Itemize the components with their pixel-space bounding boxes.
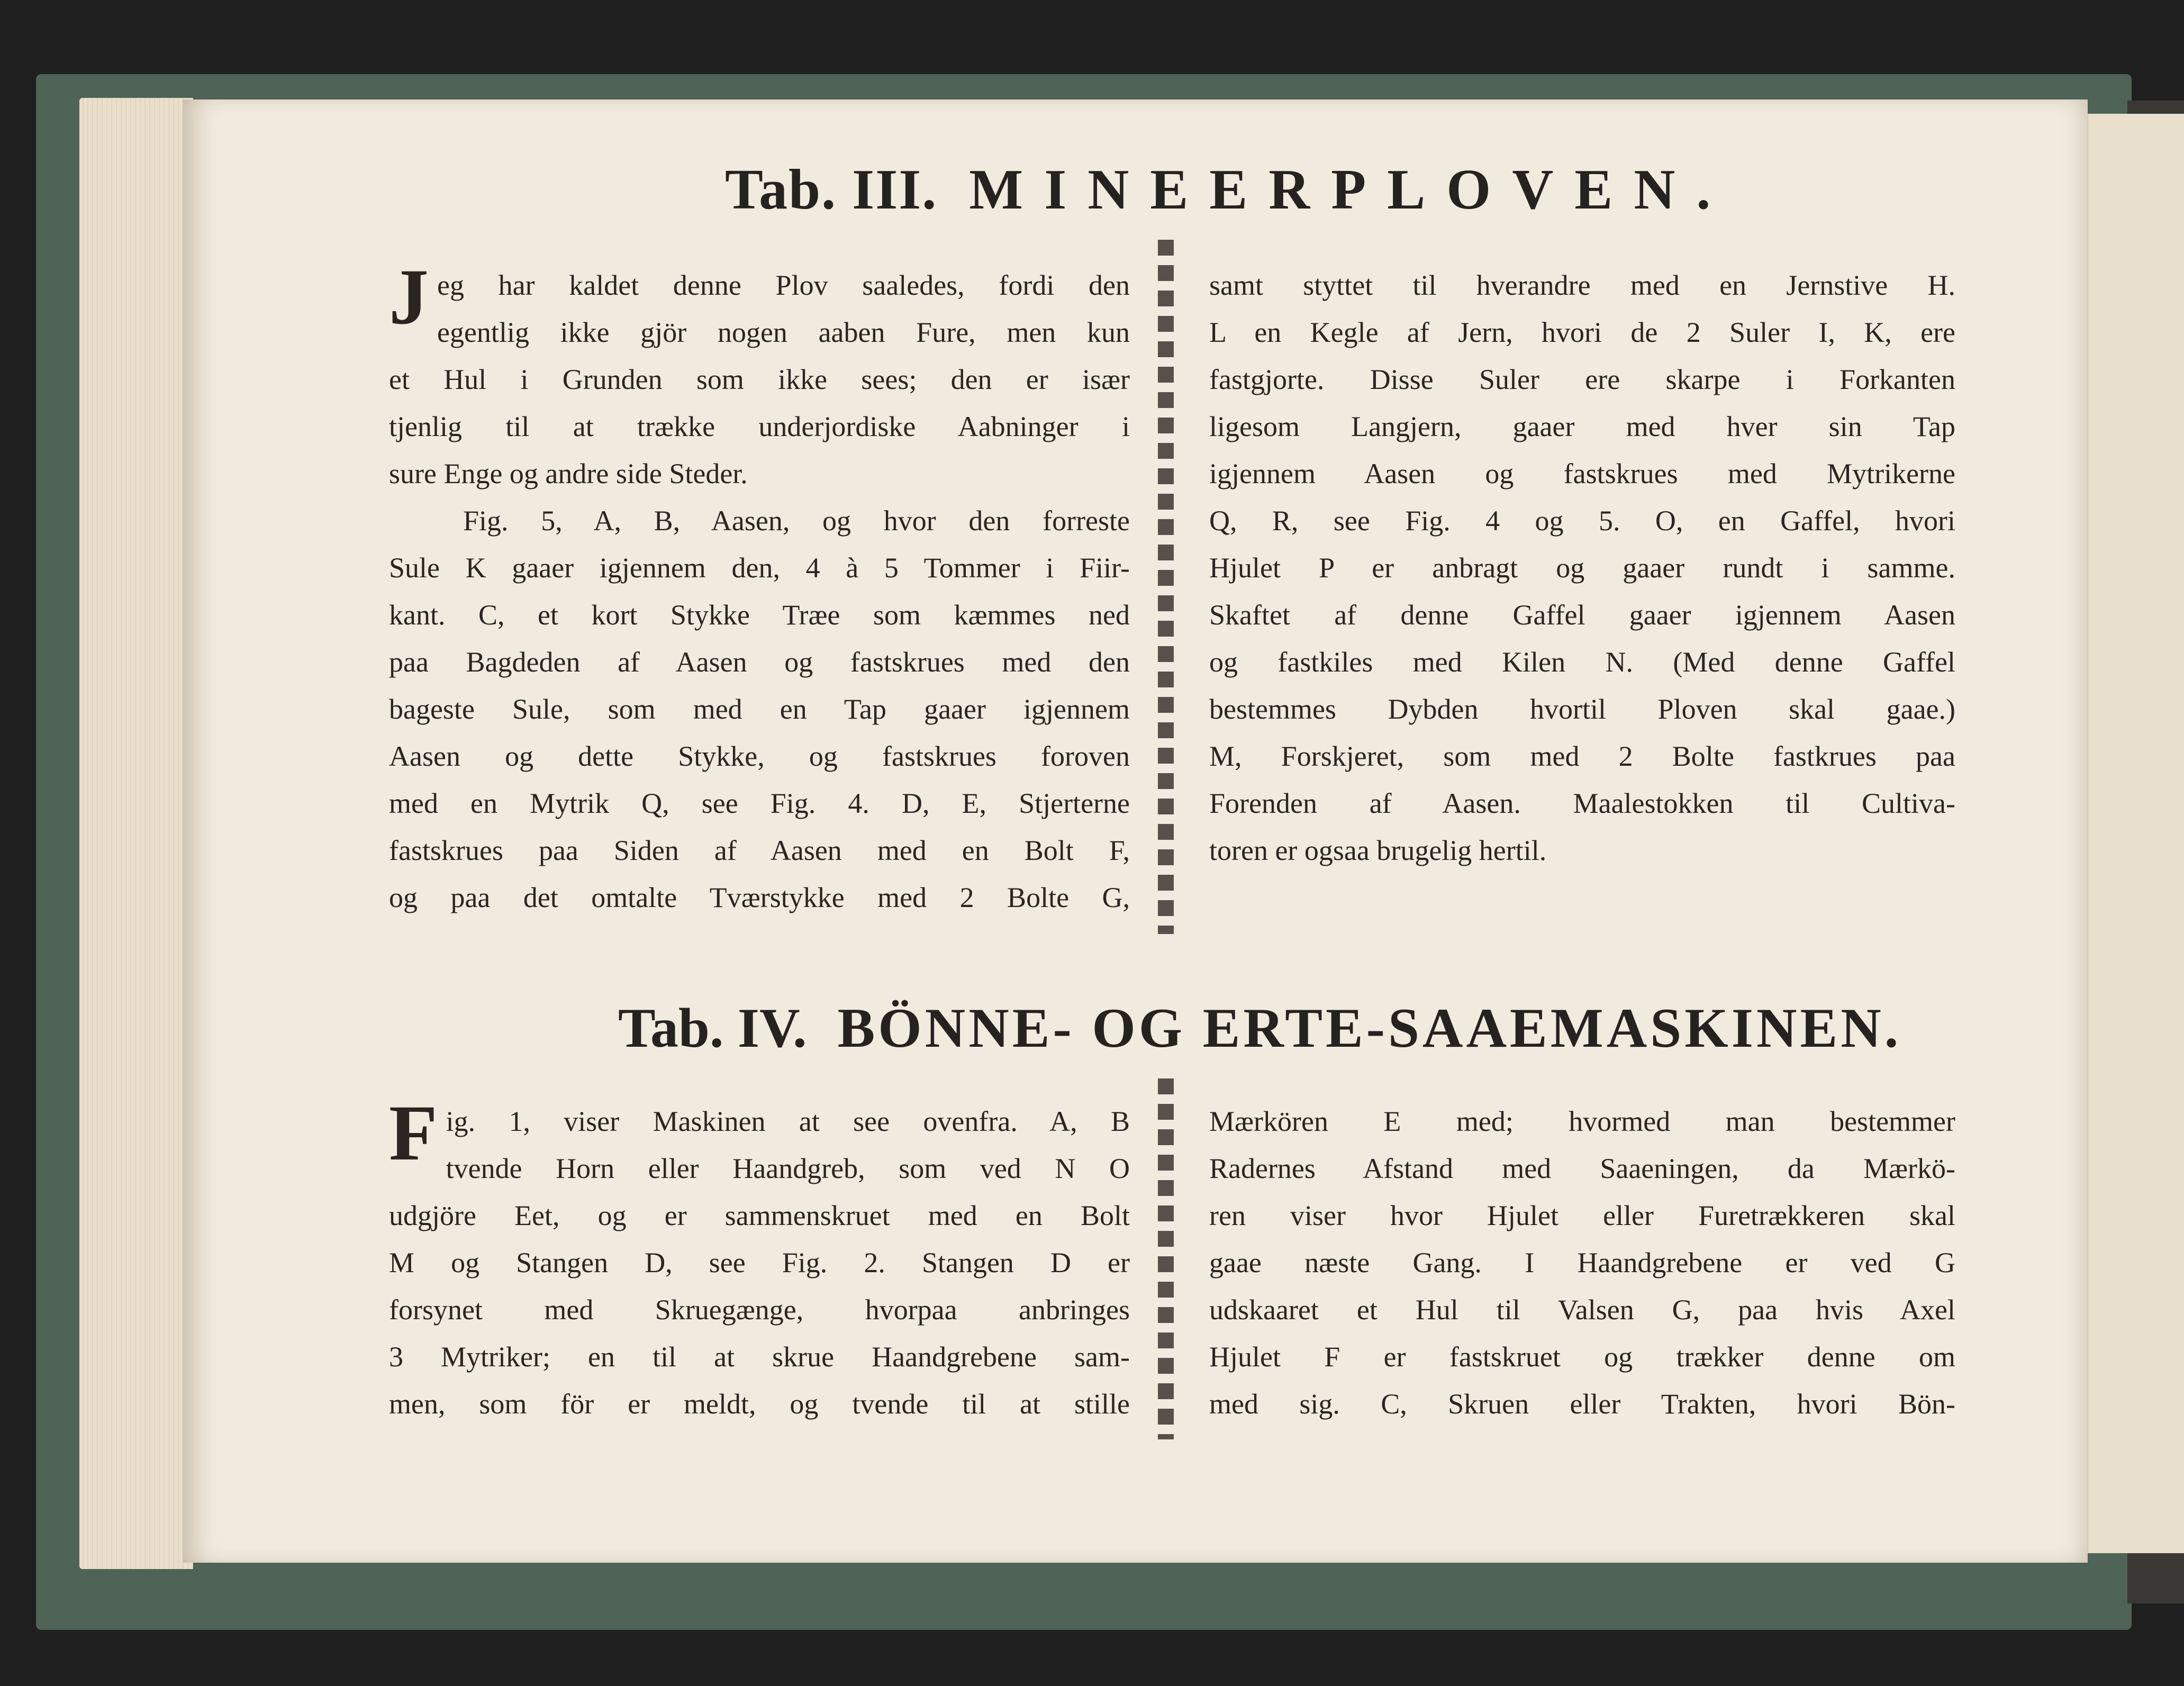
tab4-left-column bbox=[389, 1089, 1130, 1428]
text-line: forsynet med Skruegænge, hvorpaa anbringes bbox=[389, 1294, 1130, 1326]
text-line: med sig. C, Skruen eller Trakten, hvori Bön- bbox=[1209, 1388, 1955, 1420]
tab3-heading bbox=[725, 158, 1732, 221]
text-line: egentlig ikke gjör nogen aaben Fure, men kun bbox=[437, 316, 1130, 348]
text-line: Hjulet F er fastskruet og trækker denne om bbox=[1209, 1341, 1955, 1373]
text-line: Jeg har kaldet denne Plov saaledes, fordi den bbox=[389, 253, 1130, 341]
text-line: og paa det omtalte Tværstykke med 2 Bolte G, bbox=[389, 882, 1130, 913]
text-line: udskaaret et Hul til Valsen G, paa hvis Axel bbox=[1209, 1294, 1955, 1326]
text-line: ren viser hvor Hjulet eller Furetrækkeren skal bbox=[1209, 1200, 1955, 1231]
text-line: sure Enge og andre side Steder. bbox=[389, 458, 748, 490]
text-line: M, Forskjeret, som med 2 Bolte fastkrues paa bbox=[1209, 740, 1955, 772]
text-line: tjenlig til at trække underjordiske Aabninger i bbox=[389, 411, 1130, 442]
text-line: med en Mytrik Q, see Fig. 4. D, E, Stjerterne bbox=[389, 787, 1130, 819]
tab4-right-column bbox=[1209, 1098, 1955, 1428]
column-divider-tab3 bbox=[1158, 235, 1174, 934]
text-line: Fig. 1, viser Maskinen at see ovenfra. A, B bbox=[389, 1089, 1130, 1177]
tab3-label: Tab. III. bbox=[725, 158, 938, 221]
text-line: Q, R, see Fig. 4 og 5. O, en Gaffel, hvori bbox=[1209, 505, 1955, 537]
tab4-label: Tab. IV. bbox=[618, 997, 807, 1059]
text-line: Hjulet P er anbragt og gaaer rundt i samme. bbox=[1209, 552, 1955, 584]
text-line: fastgjorte. Disse Suler ere skarpe i Forkanten bbox=[1209, 364, 1955, 395]
drop-cap: J bbox=[389, 253, 429, 341]
text-line: 3 Mytriker; en til at skrue Haandgrebene sam- bbox=[389, 1341, 1130, 1373]
text-line: Sule K gaaer igjennem den, 4 à 5 Tommer i Fiir- bbox=[389, 552, 1130, 584]
tab4-heading bbox=[618, 997, 1902, 1059]
text-line: fastskrues paa Siden af Aasen med en Bolt F, bbox=[389, 835, 1130, 866]
text-line: igjennem Aasen og fastskrues med Mytrikerne bbox=[1209, 458, 1955, 490]
text-line: tvende Horn eller Haandgreb, som ved N O bbox=[446, 1153, 1130, 1184]
text-line: paa Bagdeden af Aasen og fastskrues med den bbox=[389, 646, 1130, 678]
page-edges bbox=[79, 98, 193, 1569]
text-line: gaae næste Gang. I Haandgrebene er ved G bbox=[1209, 1247, 1955, 1279]
text-line: udgjöre Eet, og er sammenskruet med en Bolt bbox=[389, 1200, 1130, 1231]
tab3-title: MINEERPLOVEN. bbox=[969, 158, 1732, 221]
text-line: bestemmes Dybden hvortil Ploven skal gaae.) bbox=[1209, 693, 1955, 725]
tab4-title: BÖNNE- OG ERTE-SAAEMASKINEN. bbox=[837, 997, 1902, 1059]
tab3-right-column bbox=[1209, 262, 1955, 874]
text-line: Radernes Afstand med Saaeningen, da Mærkö- bbox=[1209, 1153, 1955, 1184]
text-line: toren er ogsaa brugelig hertil. bbox=[1209, 835, 1547, 866]
tab3-left-column bbox=[389, 253, 1130, 921]
text-line: ligesom Langjern, gaaer med hver sin Tap bbox=[1209, 411, 1955, 442]
text-line: bageste Sule, som med en Tap gaaer igjennem bbox=[389, 693, 1130, 725]
facing-page-edge bbox=[2085, 114, 2184, 1553]
text-line: Mærkören E med; hvormed man bestemmer bbox=[1209, 1105, 1955, 1137]
text-line: Skaftet af denne Gaffel gaaer igjennem Aasen bbox=[1209, 599, 1955, 631]
drop-cap: F bbox=[389, 1089, 438, 1177]
text-line: samt styttet til hverandre med en Jernstive H. bbox=[1209, 269, 1955, 301]
column-divider-tab4 bbox=[1158, 1074, 1174, 1439]
text-line: og fastkiles med Kilen N. (Med denne Gaffel bbox=[1209, 646, 1955, 678]
text-line: Fig. 5, A, B, Aasen, og hvor den forreste bbox=[463, 505, 1130, 537]
text-line: L en Kegle af Jern, hvori de 2 Suler I, K, ere bbox=[1209, 316, 1955, 348]
text-line: et Hul i Grunden som ikke sees; den er især bbox=[389, 364, 1130, 395]
text-line: Forenden af Aasen. Maalestokken til Cultiva- bbox=[1209, 787, 1955, 819]
text-line: Aasen og dette Stykke, og fastskrues foroven bbox=[389, 740, 1130, 772]
text-line: M og Stangen D, see Fig. 2. Stangen D er bbox=[389, 1247, 1130, 1279]
text-line: kant. C, et kort Stykke Træe som kæmmes ned bbox=[389, 599, 1130, 631]
text-line: men, som för er meldt, og tvende til at stille bbox=[389, 1388, 1130, 1420]
